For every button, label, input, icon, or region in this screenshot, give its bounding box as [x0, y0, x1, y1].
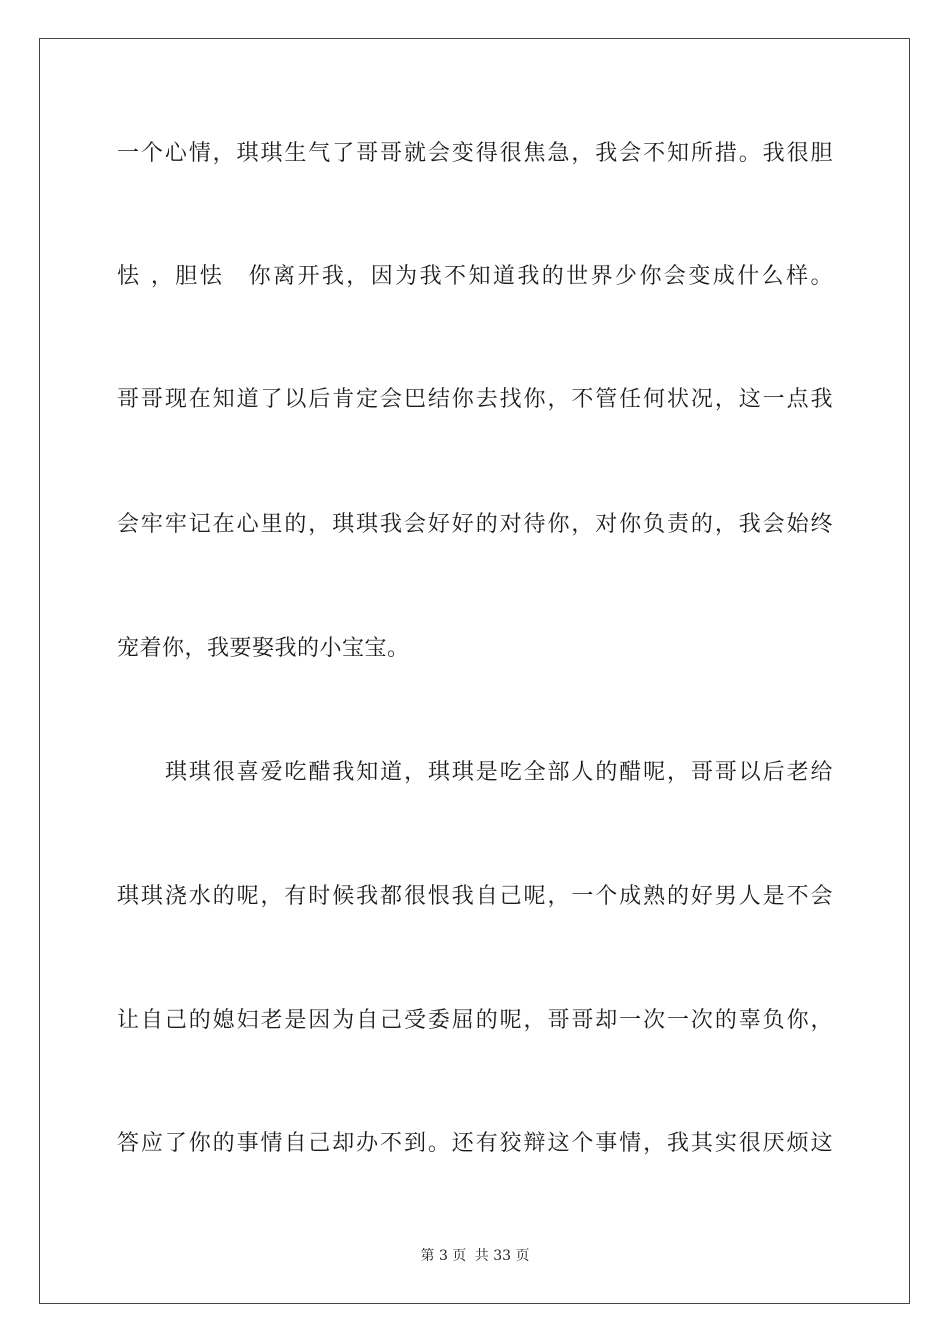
text-line: 会牢牢记在心里的，琪琪我会好好的对待你，对你负责的，我会始终: [117, 512, 833, 537]
paragraph-first-line: 琪琪很喜爱吃醋我知道，琪琪是吃全部人的醋呢，哥哥以后老给: [165, 760, 833, 785]
text-line: 宠着你，我要娶我的小宝宝。: [117, 636, 410, 661]
text-line: 哥哥现在知道了以后肯定会巴结你去找你，不管任何状况，这一点我: [117, 387, 833, 412]
text-line: 琪琪浇水的呢，有时候我都很恨我自己呢，一个成熟的好男人是不会: [117, 884, 833, 909]
page-border: [39, 38, 910, 1304]
text-line: 答应了你的事情自己却办不到。还有狡辩这个事情，我其实很厌烦这: [117, 1131, 833, 1156]
text-line: 一个心情，琪琪生气了哥哥就会变得很焦急，我会不知所措。我很胆: [117, 141, 833, 166]
text-line: 怯 ，胆怯 你离开我，因为我不知道我的世界少你会变成什么样。: [117, 264, 833, 289]
page-number: 第 3 页: [420, 1248, 467, 1264]
page-footer: [0, 1246, 950, 1266]
total-pages: 共 33 页: [474, 1248, 530, 1264]
text-line: 让自己的媳妇老是因为自己受委屈的呢，哥哥却一次一次的辜负你，: [117, 1008, 833, 1033]
